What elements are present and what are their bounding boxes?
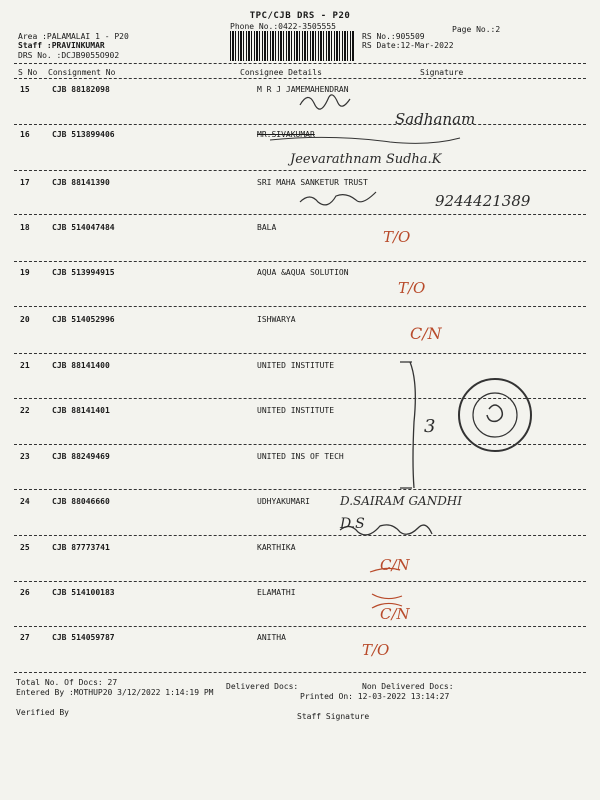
institution-stamp-icon [455,375,535,455]
row-consignee: UNITED INSTITUTE [257,406,335,415]
handwritten-phone: 9244421389 [435,192,531,210]
row-consignee: UDHYAKUMARI [257,497,310,506]
staff-label: Staff :PRAVINKUMAR [18,41,105,50]
row-consignee: M R J JAMEMAHENDRAN [257,85,349,94]
row-consignment: CJB 88141390 [52,178,110,187]
row-consignment: CJB 88141401 [52,406,110,415]
row-consignee: AQUA &AQUA SOLUTION [257,268,349,277]
row-consignee: KARTHIKA [257,543,296,552]
col-header-consignee: Consignee Details [240,68,322,77]
row-consignment: CJB 88182098 [52,85,110,94]
verified-by: Verified By [16,708,69,717]
row-sno: 15 [20,85,30,94]
row-sno: 23 [20,452,30,461]
row-consignment: CJB 514059787 [52,633,115,642]
handwritten-status-row27: T/O [362,641,390,659]
drs-number: DRS No. :DCJB9055O902 [18,51,120,60]
handwritten-status-row19: T/O [398,279,426,297]
sheet-title: TPC/CJB DRS - P20 [249,11,351,21]
row-sno: 26 [20,588,30,597]
row-consignee: SRI MAHA SANKETUR TRUST [257,178,368,187]
total-docs: Total No. Of Docs: 27 [16,678,118,687]
handwritten-count: 3 [424,416,436,437]
signature-row24: D.SAIRAM GANDHI [340,494,463,508]
row-consignee: ISHWARYA [257,315,296,324]
row-sno: 16 [20,130,30,139]
row-consignee: ANITHA [257,633,286,642]
row-sno: 20 [20,315,30,324]
row-consignee: UNITED INSTITUTE [257,361,335,370]
row-sno: 24 [20,497,30,506]
col-header-signature: Signature [420,68,464,77]
row-sno: 17 [20,178,30,187]
signature-row15: Sadhanam [395,110,476,128]
row-consignee: BALA [257,223,277,232]
row-consignment: CJB 88249469 [52,452,110,461]
row-consignment: CJB 514047484 [52,223,115,232]
page-number: Page No.:2 [452,25,501,34]
row-consignment: CJB 513899406 [52,130,115,139]
printed-on: Printed On: 12-03-2022 13:14:27 [300,692,450,701]
rs-date: RS Date:12-Mar-2022 [362,41,454,50]
non-delivered-docs: Non Delivered Docs: [362,682,454,691]
row-consignment: CJB 87773741 [52,543,110,552]
staff-signature: Staff Signature [297,712,370,721]
handwritten-status-row26: C/N [380,605,410,623]
entered-by: Entered By :MOTHUP20 3/12/2022 1:14:19 PM [16,688,214,697]
handwritten-status-row25: C/N [380,556,410,574]
row-consignee: ELAMATHI [257,588,296,597]
delivered-docs: Delivered Docs: [226,682,299,691]
signature-row16: Jeevarathnam Sudha.K [290,152,442,167]
row-consignment: CJB 514100183 [52,588,115,597]
row-sno: 25 [20,543,30,552]
row-consignee: UNITED INS OF TECH [257,452,344,461]
row-sno: 19 [20,268,30,277]
phone-number: Phone No.:0422-3505555 [230,22,336,31]
area-label: Area :PALAMALAI 1 - P20 [18,32,129,41]
row-sno: 18 [20,223,30,232]
row-consignment: CJB 513994915 [52,268,115,277]
col-header-sno: S No [18,68,38,77]
handwritten-status-row20: C/N [410,324,442,343]
rs-number: RS No.:905509 [362,32,425,41]
row-sno: 22 [20,406,30,415]
col-header-consignment: Consignment No [48,68,116,77]
handwritten-status-row18: T/O [383,228,411,246]
row-sno: 27 [20,633,30,642]
row-consignee: MR.SIVAKUMAR [257,130,315,139]
row-consignment: CJB 514052996 [52,315,115,324]
row-consignment: CJB 88141400 [52,361,110,370]
row-consignment: CJB 88046660 [52,497,110,506]
signature-row24-initials: D.S [340,516,365,532]
row-sno: 21 [20,361,30,370]
